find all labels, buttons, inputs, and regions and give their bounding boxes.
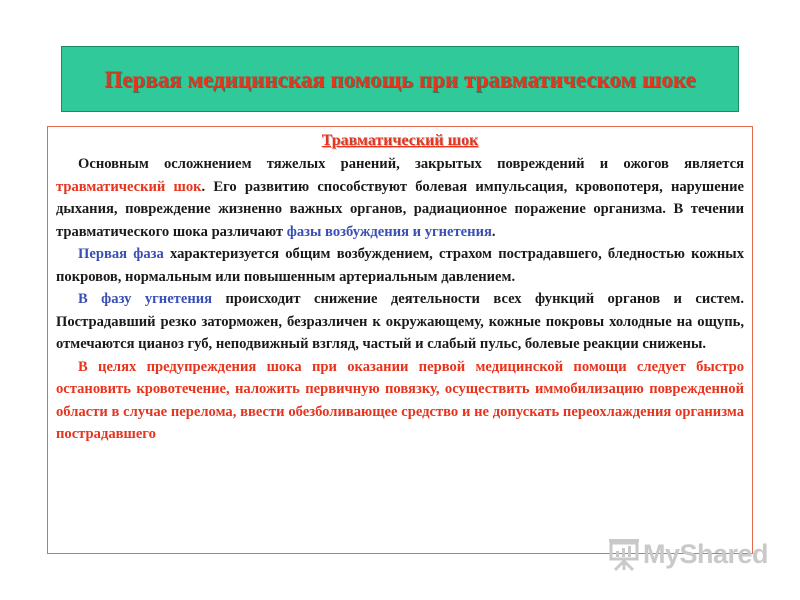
presentation-board-icon [607, 536, 641, 572]
logo-text: MyShared [643, 538, 769, 569]
section-subtitle: Травматический шок [321, 132, 479, 149]
paragraph-depression-phase [56, 288, 744, 356]
title-banner [61, 46, 739, 112]
highlight-first-phase: Первая фаза [78, 246, 164, 262]
highlight-traumatic-shock: травматический шок [56, 178, 202, 195]
page-title: Первая медицинская помощь при травматическом шоке [104, 66, 696, 92]
first-phase-text: характеризуется общим возбуждением, страхом пострадавшего, бледностью кожных покровов, нормальным или повышенным артериальным давлением. [56, 246, 744, 285]
content-panel [47, 126, 753, 554]
intro-text-a: Основным осложнением тяжелых ранений, закрытых повреждений и ожогов является [78, 156, 744, 172]
intro-text-e: . [491, 223, 496, 240]
paragraph-first-phase [56, 243, 744, 288]
intro-text-c: . Его развитию способствуют болевая импульсация, кровопотеря, нарушение дыхания, повреждение жизненно важных органов, радиационное поражение организма. В течении травматического шока различают [56, 178, 744, 240]
highlight-depression-phase: В фазу угнетения [78, 291, 213, 307]
paragraph-intro [56, 153, 744, 243]
paragraph-prevention: В целях предупреждения шока при оказании первой медицинской помощи следует быстро остановить кровотечение, наложить первичную повязку, осуществить иммобилизацию поврежденной области в случае перелома, ввести обезболивающее средство и не допускать переохлаждения организма пострадавшего [56, 358, 744, 442]
highlight-phases: фазы возбуждения и угнетения [286, 223, 492, 240]
depression-phase-text: происходит снижение деятельности всех функций органов и систем. Пострадавший резко заторможен, безразличен к окружающему, кожные покровы холодные на ощупь, отмечаются цианоз губ, неподвижный взгляд, частый и слабый пульс, болевые реакции снижены. [56, 291, 744, 352]
myshared-logo [607, 536, 768, 572]
